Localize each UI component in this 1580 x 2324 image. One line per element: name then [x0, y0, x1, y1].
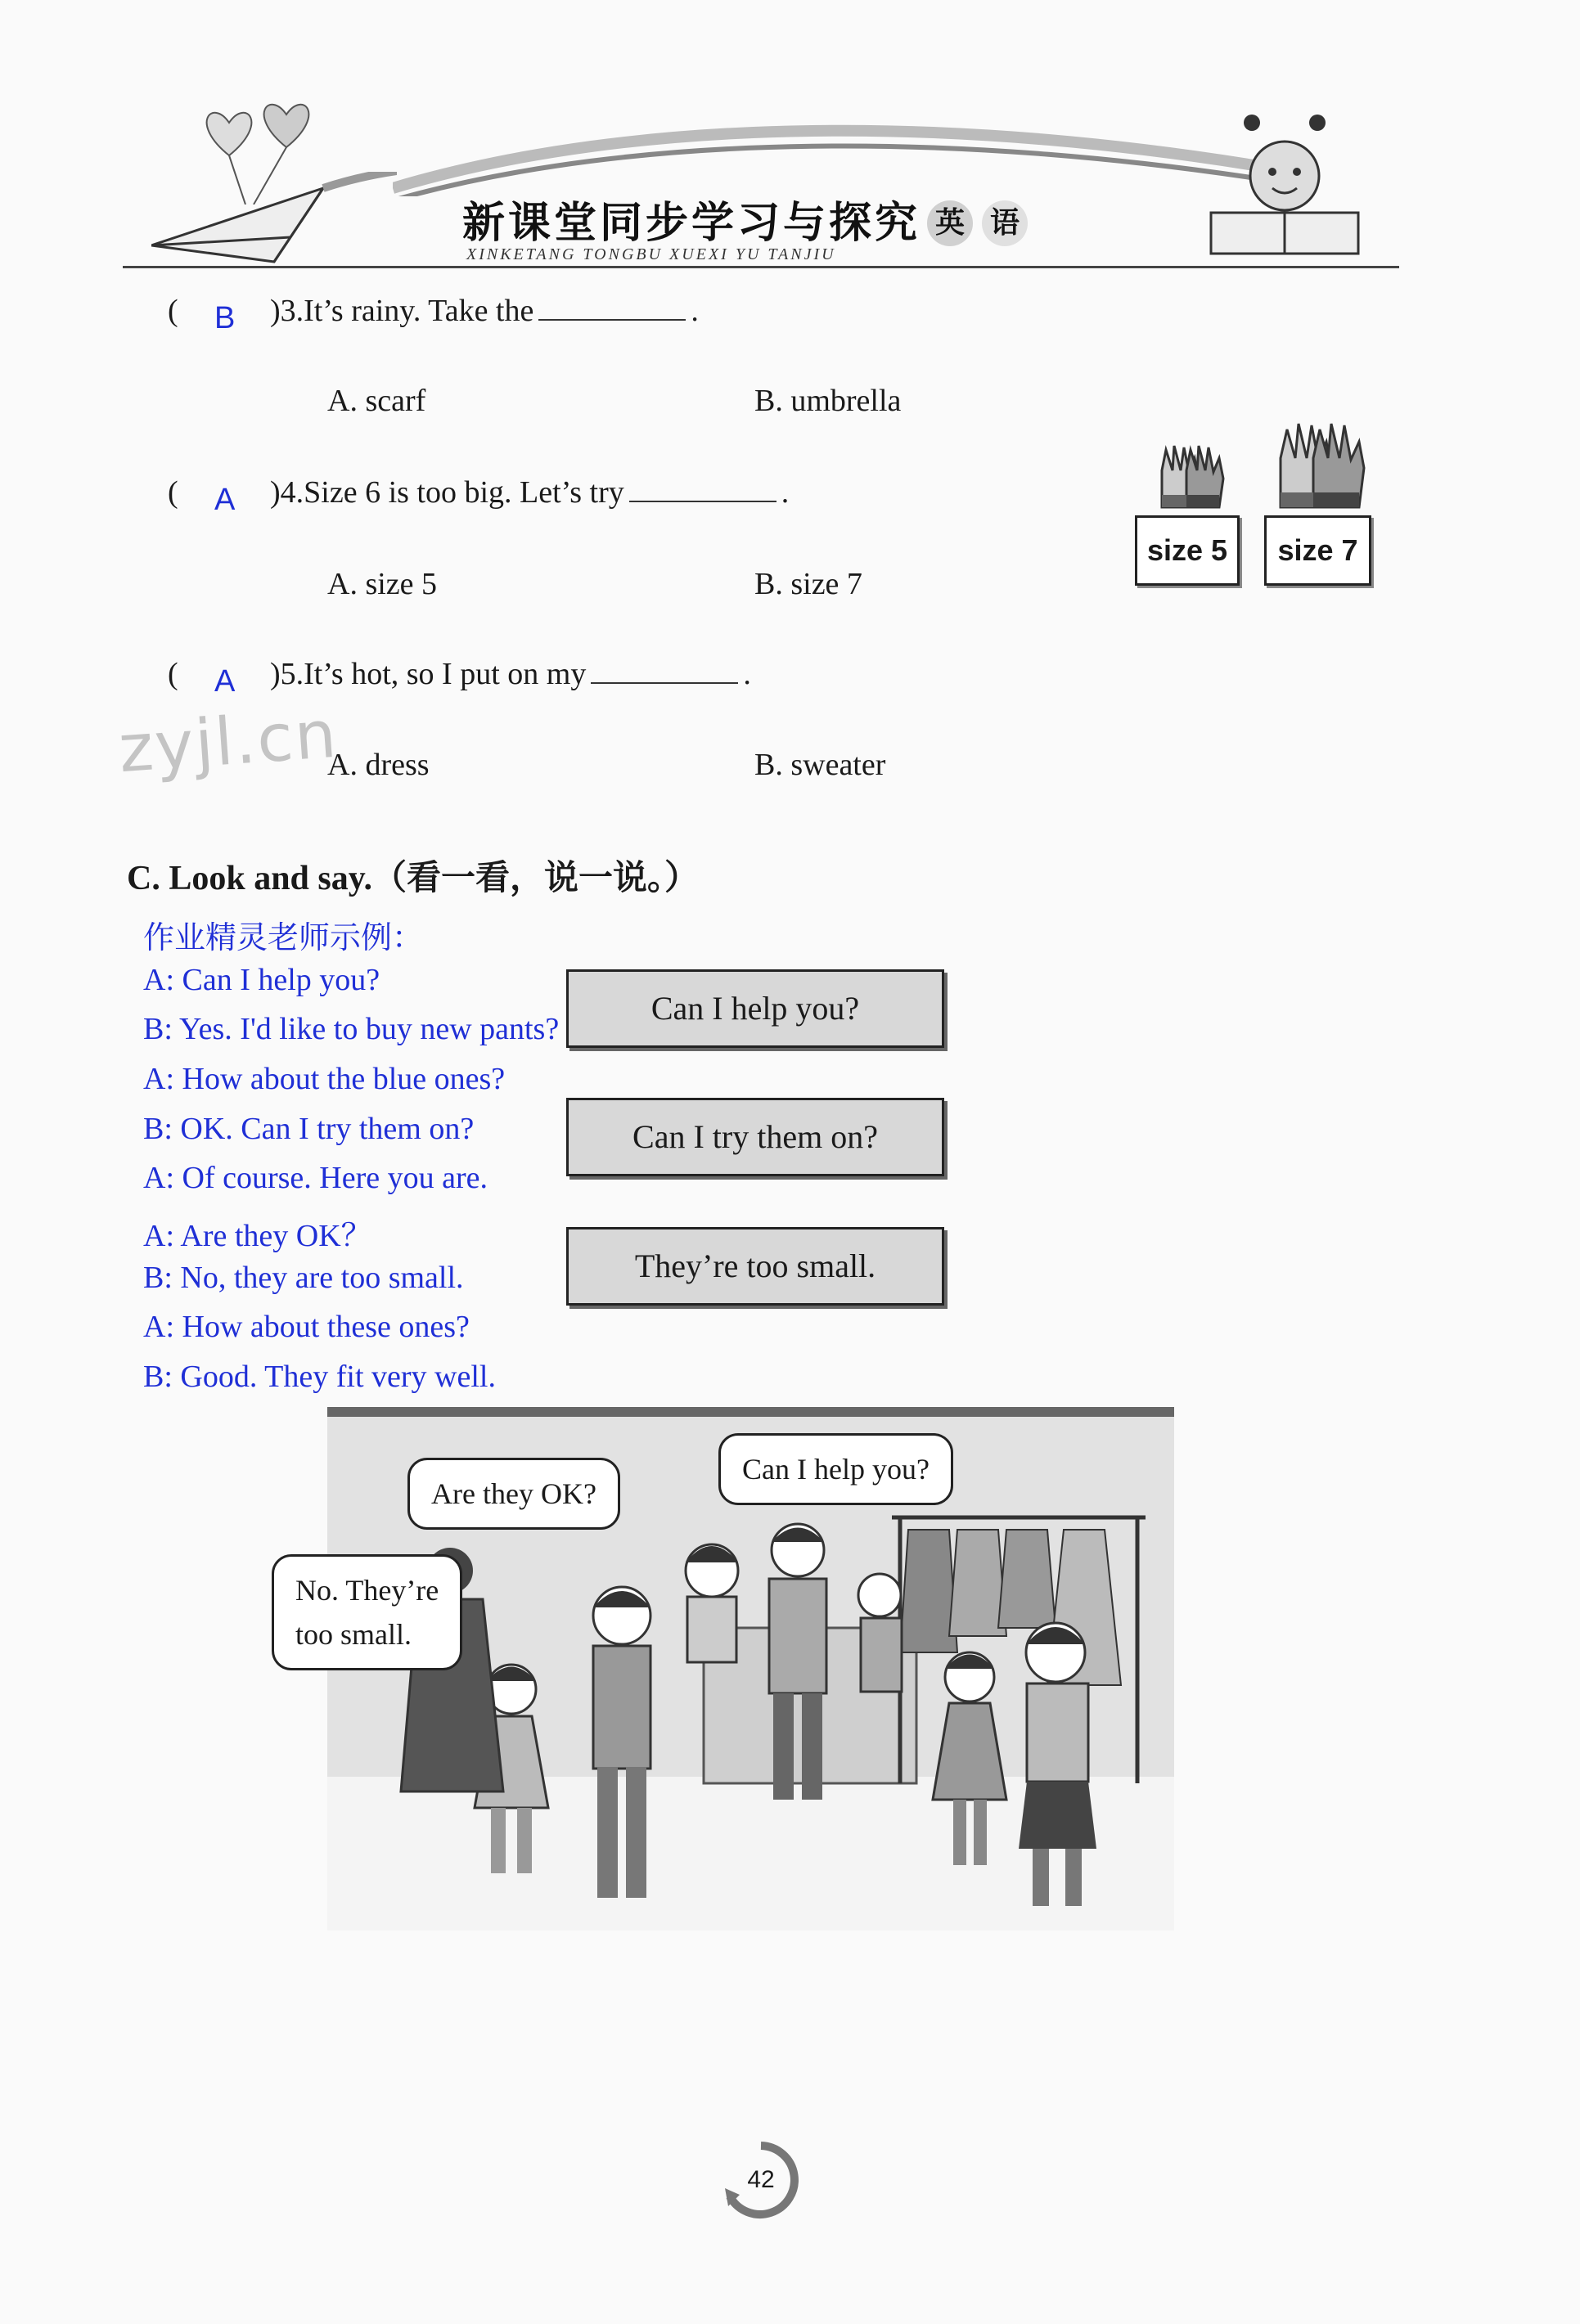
question-3-stem: )3.It’s rainy. Take the . [270, 294, 699, 328]
clothing-shop-illustration [295, 1407, 1174, 1931]
sample-line: A: Are they OK？ [143, 1219, 372, 1253]
sample-line: B: OK. Can I try them on? [143, 1112, 475, 1146]
heart-balloons-icon [196, 90, 327, 205]
phrase-box-help: Can I help you? [566, 969, 944, 1048]
speech-bubble-too-small: No. They’re too small. [272, 1554, 462, 1670]
small-gloves-icon [1150, 438, 1231, 511]
section-c-title: C. Look and say.（看一看，说一说。） [127, 860, 699, 897]
speech-bubble-are-they-ok: Are they OK? [407, 1458, 620, 1530]
series-pinyin: XINKETANG TONGBU XUEXI YU TANJIU [466, 245, 836, 263]
series-title: 新课堂同步学习与探究 [462, 198, 921, 248]
phrase-box-try-on: Can I try them on? [566, 1098, 944, 1176]
large-gloves-icon [1272, 417, 1371, 511]
size-5-label: size 5 [1135, 515, 1240, 586]
answer-5: A [214, 664, 236, 699]
phrase-box-too-small: They’re too small. [566, 1227, 944, 1306]
option-a: A. dress [327, 748, 430, 782]
rainbow-arc-decoration [393, 115, 1293, 196]
watermark: zyjl.cn [116, 695, 340, 788]
sample-line: A: How about these ones? [143, 1310, 470, 1344]
paren-open: ( [168, 475, 178, 510]
answer-blank [538, 296, 686, 321]
header-rule [123, 266, 1399, 268]
answer-blank [629, 478, 776, 502]
sample-line: A: How about the blue ones? [143, 1062, 506, 1096]
page-number: 42 [747, 2166, 775, 2193]
answer-4: A [214, 483, 236, 517]
option-b: B. sweater [754, 748, 886, 782]
paren-open: ( [168, 294, 178, 328]
option-a: A. scarf [327, 384, 426, 418]
sample-line: B: No, they are too small. [143, 1261, 464, 1295]
page-header [123, 90, 1399, 274]
sample-line: A: Of course. Here you are. [143, 1161, 488, 1195]
paren-open: ( [168, 657, 178, 691]
answer-3: B [214, 301, 236, 335]
option-b: B. umbrella [754, 384, 902, 418]
sample-line: B: Yes. I'd like to buy new pants? [143, 1012, 560, 1046]
question-5-stem: )5.It’s hot, so I put on my . [270, 657, 751, 691]
sample-line: B: Good. They fit very well. [143, 1360, 496, 1394]
speech-bubble-can-i-help: Can I help you? [718, 1433, 953, 1505]
sample-line: A: Can I help you? [143, 963, 380, 997]
size-7-label: size 7 [1264, 515, 1371, 586]
question-4-stem: )4.Size 6 is too big. Let’s try . [270, 475, 790, 510]
option-a: A. size 5 [327, 567, 438, 601]
option-b: B. size 7 [754, 567, 862, 601]
subject-badge-ying: 英 [927, 200, 973, 246]
answer-blank [591, 659, 738, 684]
girl-reading-icon [1195, 106, 1375, 262]
subject-badge-yu: 语 [982, 200, 1028, 246]
sample-heading: 作业精灵老师示例： [143, 921, 424, 955]
